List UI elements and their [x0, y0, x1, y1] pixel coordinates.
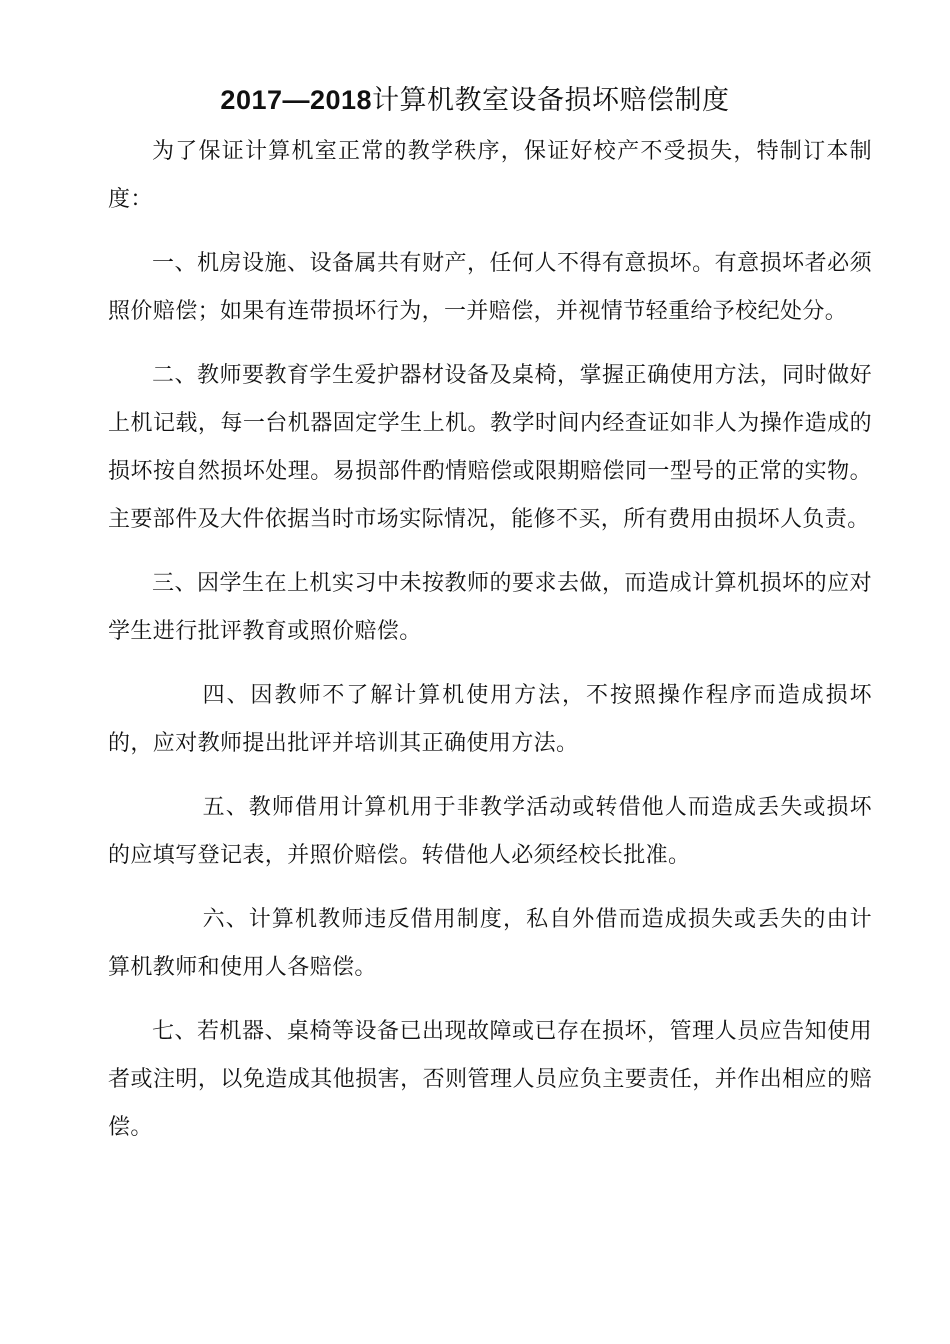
- document-title: [0, 82, 950, 119]
- title-years: 2017—2018: [220, 85, 373, 115]
- title-text: 计算机教室设备损坏赔偿制度: [372, 85, 730, 116]
- article-2: 二、教师要教育学生爱护器材设备及桌椅，掌握正确使用方法，同时做好上机记载，每一台机器固定学生上机。教学时间内经查证如非人为操作造成的损坏按自然损坏处理。易损部件酌情赔偿或限期赔偿同一型号的正常的实物。主要部件及大件依据当时市场实际情况，能修不买，所有费用由损坏人负责。: [108, 363, 872, 532]
- article-3: 三、因学生在上机实习中未按教师的要求去做，而造成计算机损坏的应对学生进行批评教育或照价赔偿。: [108, 571, 872, 644]
- article-4: 四、因教师不了解计算机使用方法，不按照操作程序而造成损坏的，应对教师提出批评并培训其正确使用方法。: [108, 683, 872, 756]
- document-body: [108, 128, 872, 1152]
- article-1: 一、机房设施、设备属共有财产，任何人不得有意损坏。有意损坏者必须照价赔偿；如果有连带损坏行为，一并赔偿，并视情节轻重给予校纪处分。: [108, 251, 872, 324]
- article-5: 五、教师借用计算机用于非教学活动或转借他人而造成丢失或损坏的应填写登记表，并照价赔偿。转借他人必须经校长批准。: [108, 795, 872, 868]
- article-6: 六、计算机教师违反借用制度，私自外借而造成损失或丢失的由计算机教师和使用人各赔偿。: [108, 907, 872, 980]
- intro-paragraph: 为了保证计算机室正常的教学秩序，保证好校产不受损失，特制订本制度：: [108, 139, 872, 212]
- article-7: 七、若机器、桌椅等设备已出现故障或已存在损坏，管理人员应告知使用者或注明，以免造成其他损害，否则管理人员应负主要责任，并作出相应的赔偿。: [108, 1019, 872, 1140]
